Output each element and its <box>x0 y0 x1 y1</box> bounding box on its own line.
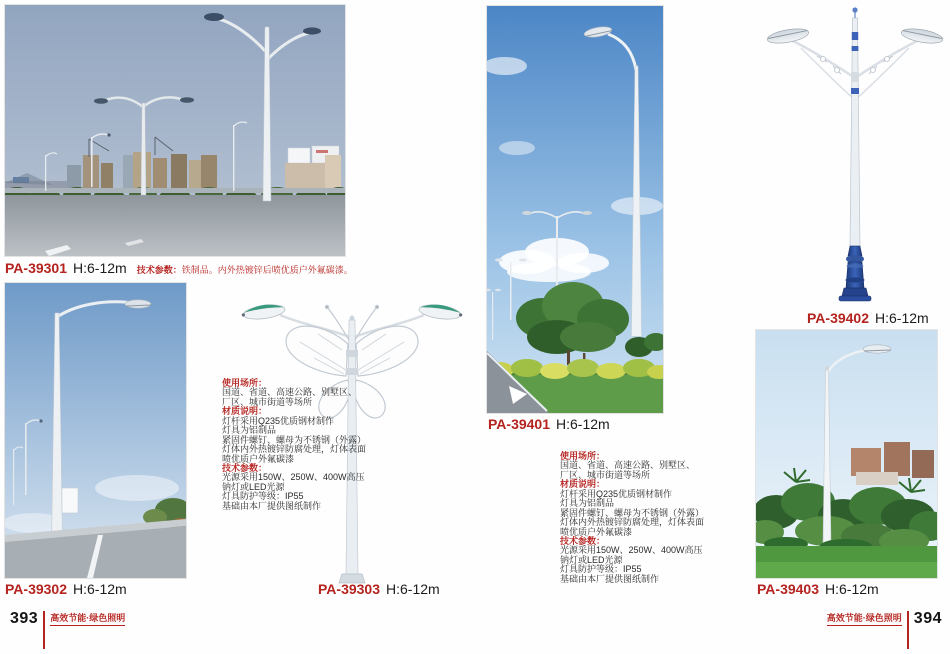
footer-left <box>10 611 125 649</box>
material-line: 灯杆采用Q235优质钢材制作 <box>222 415 335 426</box>
footer-divider <box>907 611 909 649</box>
height-spec: H:6-12m <box>386 581 440 597</box>
page-number-left: 393 <box>10 610 39 627</box>
spec-block-left <box>222 379 392 511</box>
material-line: 灯具为铝制品 <box>560 498 615 509</box>
usage-title: 使用场所： <box>560 451 606 461</box>
caption-pa39402 <box>807 310 929 326</box>
footer-tagline: 高效节能·绿色照明 <box>50 614 125 626</box>
caption-pa39301 <box>5 260 353 276</box>
material-line: 灯体内外热镀锌防腐处理，灯体表面 <box>560 517 705 528</box>
caption-pa39303 <box>318 581 440 597</box>
footer-right <box>827 611 942 649</box>
usage-line: 国道、省道、高速公路、别墅区、 <box>222 387 358 398</box>
material-line: 灯杆采用Q235优质钢材制作 <box>560 488 673 499</box>
material-title: 材质说明： <box>222 406 268 417</box>
model-number: PA-39303 <box>318 581 381 597</box>
tech-line: 基础由本厂提供图纸制作 <box>222 500 322 511</box>
material-line: 紧固件螺钉、螺母为不锈钢（外露） <box>560 507 705 518</box>
tech-title: 技术参数： <box>560 535 606 546</box>
lamp-illustration-pa39402 <box>765 4 945 304</box>
photo-street-scene-pa39302 <box>5 283 186 578</box>
height-spec: H:6-12m <box>875 310 929 326</box>
usage-line: 国道、省道、高速公路、别墅区、 <box>560 460 696 471</box>
tech-line: 灯具防护等级：IP55 <box>560 564 642 575</box>
tech-line: 灯具防护等级：IP55 <box>222 491 304 502</box>
footer-tagline: 高效节能·绿色照明 <box>827 614 902 626</box>
material-line: 灯体内外热镀锌防腐处理，灯体表面 <box>222 444 367 455</box>
model-number: PA-39403 <box>757 581 820 597</box>
photo-street-scene-pa39403 <box>756 330 937 578</box>
model-number: PA-39302 <box>5 581 68 597</box>
material-line: 喷优质户外氟碳漆 <box>560 526 633 537</box>
lamp-head-right <box>418 302 463 321</box>
photo-street-scene-pa39401 <box>487 6 663 413</box>
lamp-head-right <box>900 26 944 46</box>
height-spec: H:6-12m <box>73 581 127 597</box>
caption-pa39403 <box>757 581 879 597</box>
tech-note: 技术参数：铁制品。内外热镀锌后喷优质户外氟碳漆。 <box>136 265 353 275</box>
caption-pa39401 <box>488 416 610 432</box>
tech-line: 钠灯或LED光源 <box>222 481 285 492</box>
page-number-right: 394 <box>913 610 942 627</box>
model-number: PA-39401 <box>488 416 551 432</box>
model-number: PA-39402 <box>807 310 870 326</box>
material-title: 材质说明： <box>560 479 606 490</box>
lamp-head-left <box>241 302 286 321</box>
tech-title: 技术参数： <box>222 462 268 473</box>
lamp-head-left <box>766 26 810 46</box>
height-spec: H:6-12m <box>556 416 610 432</box>
material-line: 紧固件螺钉、螺母为不锈钢（外露） <box>222 434 367 445</box>
material-line: 喷优质户外氟碳漆 <box>222 453 295 464</box>
photo-street-scene-pa39301 <box>5 5 345 256</box>
usage-title: 使用场所： <box>222 378 268 388</box>
height-spec: H:6-12m <box>73 260 127 276</box>
usage-line: 厂区、城市街道等场所 <box>560 469 651 480</box>
tech-line: 钠灯或LED光源 <box>560 554 623 565</box>
material-line: 灯具为铝制品 <box>222 425 277 436</box>
lamp-base <box>839 246 871 301</box>
model-number: PA-39301 <box>5 260 68 276</box>
tech-line: 光源采用150W、250W、400W高压 <box>560 545 703 556</box>
tech-line: 基础由本厂提供图纸制作 <box>560 573 660 584</box>
caption-pa39302 <box>5 581 127 597</box>
spec-block-right <box>560 452 730 584</box>
height-spec: H:6-12m <box>825 581 879 597</box>
usage-line: 厂区、城市街道等场所 <box>222 396 313 407</box>
footer-divider <box>43 611 45 649</box>
tech-line: 光源采用150W、250W、400W高压 <box>222 472 365 483</box>
